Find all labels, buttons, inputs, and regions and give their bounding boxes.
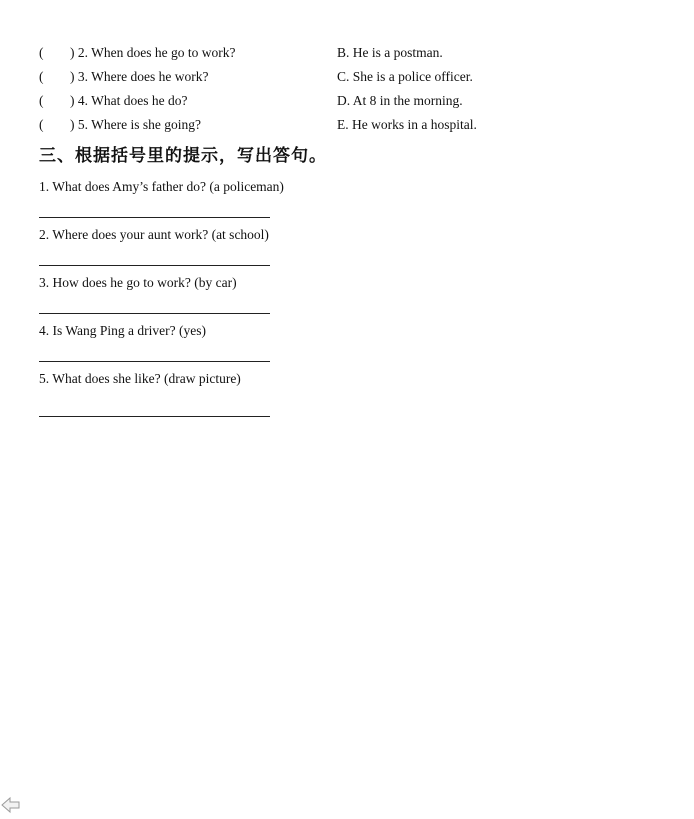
answer-line[interactable] (39, 416, 270, 417)
matching-question: ) 3. Where does he work? (70, 69, 209, 84)
matching-answer: D. At 8 in the morning. (337, 93, 463, 108)
blank-paren: ( (39, 93, 44, 108)
question-text: 2. Where does your aunt work? (at school) (39, 227, 269, 242)
question-text: 5. What does she like? (draw picture) (39, 371, 241, 386)
matching-question: ) 5. Where is she going? (70, 117, 201, 132)
matching-question: ) 2. When does he go to work? (70, 45, 236, 60)
blank-paren: ( (39, 117, 44, 132)
question-text: 1. What does Amy’s father do? (a policeman) (39, 179, 284, 194)
matching-answer: E. He works in a hospital. (337, 117, 477, 132)
question-text: 3. How does he go to work? (by car) (39, 275, 237, 290)
answer-line[interactable] (39, 217, 270, 218)
blank-paren: ( (39, 69, 44, 84)
matching-question: ) 4. What does he do? (70, 93, 188, 108)
matching-answer: C. She is a police officer. (337, 69, 473, 84)
back-arrow-icon[interactable] (1, 796, 21, 814)
answer-line[interactable] (39, 265, 270, 266)
answer-line[interactable] (39, 313, 270, 314)
matching-answer: B. He is a postman. (337, 45, 443, 60)
answer-line[interactable] (39, 361, 270, 362)
section-title: 三、根据括号里的提示，写出答句。 (39, 146, 327, 166)
blank-paren: ( (39, 45, 44, 60)
question-text: 4. Is Wang Ping a driver? (yes) (39, 323, 206, 338)
